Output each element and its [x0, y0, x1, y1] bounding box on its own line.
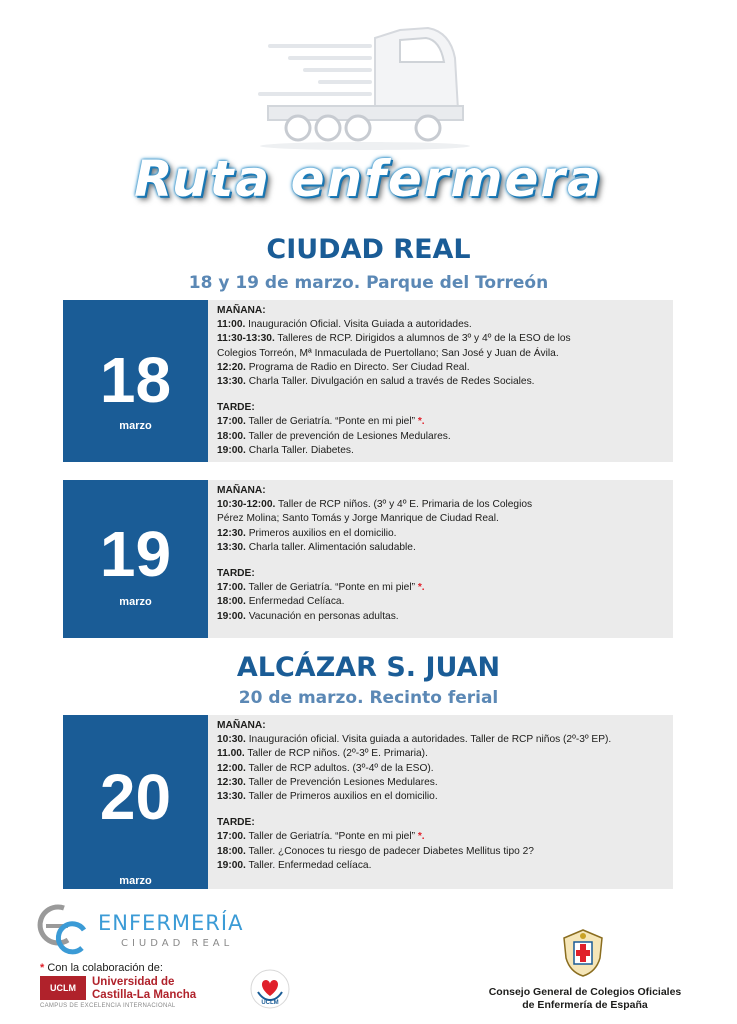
schedule-item: 12:30. Taller de Prevención Lesiones Medulares.: [217, 776, 438, 788]
schedule-item: 12:30. Primeros auxilios en el domicilio.: [217, 527, 397, 539]
page-title: Ruta enfermera: [134, 150, 603, 208]
enfermeria-logo-icon: [34, 900, 90, 956]
date-box: [63, 715, 208, 889]
schedule-item: 18:00. Taller. ¿Conoces tu riesgo de padecer Diabetes Mellitus tipo 2?: [217, 845, 534, 857]
day-number: 20: [99, 761, 172, 833]
schedule-item: 19:00. Charla Taller. Diabetes.: [217, 444, 354, 456]
truck-illustration: [250, 18, 480, 153]
schedule-item: 17:00. Taller de Geriatría. “Ponte en mi piel” *.: [217, 831, 425, 843]
schedule-item: 10:30. Inauguración oficial. Visita guiada a autoridades. Taller de RCP niños (2º-3º EP).: [217, 734, 612, 746]
morning-heading: MAÑANA:: [217, 485, 266, 496]
uclm-logo: [40, 976, 225, 1012]
schedule-item: 18:00. Taller de prevención de Lesiones Medulares.: [217, 430, 451, 442]
enfermeria-subtitle: CIUDAD REAL: [121, 938, 234, 949]
afternoon-heading: TARDE:: [217, 402, 255, 414]
schedule-item: Colegios Torreón, Mª Inmaculada de Puertollano; San José y Juan de Ávila.: [217, 347, 559, 359]
city-heading: CIUDAD REAL: [266, 234, 471, 265]
asterisk-mark: *.: [417, 582, 425, 594]
schedule-item: Pérez Molina; Santo Tomás y Jorge Manrique de Ciudad Real.: [217, 513, 499, 525]
day-month: marzo: [119, 420, 152, 432]
asterisk-mark: *.: [417, 416, 425, 428]
date-box: [63, 300, 208, 462]
schedule-item: 12:20. Programa de Radio en Directo. Ser Ciudad Real.: [217, 361, 470, 373]
schedule: [217, 484, 669, 624]
city-heading: ALCÁZAR S. JUAN: [236, 652, 501, 683]
schedule-item: 19:00. Vacunación en personas adultas.: [217, 610, 399, 622]
city-subtitle: 20 de marzo. Recinto ferial: [238, 688, 499, 708]
small-logo-text: UCLM: [261, 1000, 279, 1006]
day-month: marzo: [119, 875, 152, 887]
schedule-item: 19:00. Taller. Enfermedad celíaca.: [217, 859, 372, 871]
schedule-item: 17:00. Taller de Geriatría. “Ponte en mi piel” *.: [217, 582, 425, 594]
day-number: 18: [99, 344, 172, 416]
schedule-item: 11.00. Taller de RCP niños. (2º-3º E. Primaria).: [217, 748, 428, 760]
schedule-item: 13:30. Charla taller. Alimentación saludable.: [217, 541, 416, 553]
schedule: [217, 719, 669, 873]
day-card-18: [63, 300, 673, 462]
schedule-item: 12:00. Taller de RCP adultos. (3º-4º de la ESO).: [217, 762, 434, 774]
date-box: [63, 480, 208, 638]
enfermeria-wordmark: ENFERMERÍA: [98, 911, 244, 935]
consejo-general-label: Consejo General de Colegios Oficiales de Enfermería de España: [488, 986, 682, 1011]
asterisk-mark: *.: [417, 831, 425, 843]
schedule-item: 13:30. Taller de Primeros auxilios en el domicilio.: [217, 791, 438, 803]
schedule-item: 18:00. Enfermedad Celíaca.: [217, 596, 345, 608]
day-number: 19: [99, 518, 172, 590]
schedule: [217, 304, 669, 458]
afternoon-heading: TARDE:: [217, 568, 255, 580]
afternoon-heading: TARDE:: [217, 817, 255, 829]
day-card-19: [63, 480, 673, 638]
day-card-20: [63, 715, 673, 889]
schedule-item: 13:30. Charla Taller. Divulgación en salud a través de Redes Sociales.: [217, 376, 535, 388]
uclm-name: Universidad de Castilla-La Mancha: [92, 976, 197, 1001]
uclm-tagline: CAMPUS DE EXCELENCIA INTERNACIONAL: [40, 1003, 176, 1009]
asterisk-mark: *: [40, 962, 45, 974]
schedule-item: 11:00. Inauguración Oficial. Visita Guiada a autoridades.: [217, 319, 472, 331]
morning-heading: MAÑANA:: [217, 720, 266, 731]
collaboration-label: * Con la colaboración de:: [40, 962, 163, 974]
city-subtitle: 18 y 19 de marzo. Parque del Torreón: [188, 273, 549, 293]
uclm-badge: UCLM: [40, 976, 86, 1000]
crest-icon: [560, 928, 606, 978]
morning-heading: MAÑANA:: [217, 305, 266, 316]
schedule-item: 17:00. Taller de Geriatría. “Ponte en mi piel” *.: [217, 416, 425, 428]
day-month: marzo: [119, 596, 152, 608]
schedule-item: 11:30-13:30. Talleres de RCP. Dirigidos a alumnos de 3º y 4º de la ESO de los: [217, 333, 571, 345]
health-logo: [249, 968, 291, 1010]
schedule-item: 10:30-12:00. Taller de RCP niños. (3º y 4º E. Primaria de los Colegios: [217, 499, 533, 511]
